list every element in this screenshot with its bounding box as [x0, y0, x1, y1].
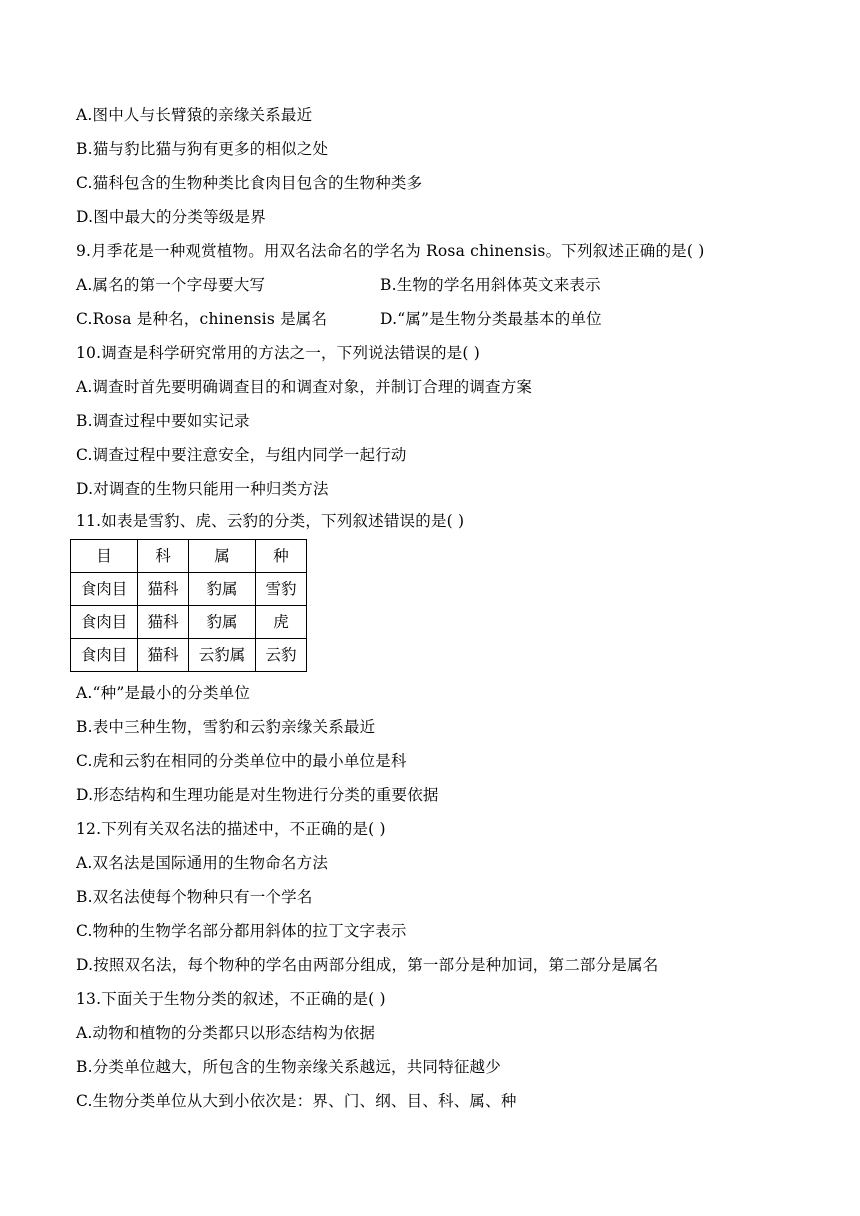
q9-option-d: D.“属”是生物分类最基本的单位 — [380, 310, 602, 328]
q8-option-d: D.图中最大的分类等级是界 — [76, 208, 266, 226]
table-row — [71, 639, 307, 672]
q12-option-a: A.双名法是国际通用的生物命名方法 — [76, 854, 329, 872]
table-cell: 豹属 — [189, 606, 256, 639]
q8-option-c: C.猫科包含的生物种类比食肉目包含的生物种类多 — [76, 174, 423, 192]
q12-option-c: C.物种的生物学名部分都用斜体的拉丁文字表示 — [76, 922, 407, 940]
table-cell: 食肉目 — [71, 639, 138, 672]
q10-option-a: A.调查时首先要明确调查目的和调查对象，并制订合理的调查方案 — [76, 378, 533, 396]
table-cell: 猫科 — [138, 573, 189, 606]
q11-option-d: D.形态结构和生理功能是对生物进行分类的重要依据 — [76, 786, 439, 804]
q13-stem: 13.下面关于生物分类的叙述，不正确的是( ) — [76, 990, 386, 1008]
table-cell: 云豹 — [256, 639, 307, 672]
table-cell: 虎 — [256, 606, 307, 639]
q10-option-c: C.调查过程中要注意安全，与组内同学一起行动 — [76, 446, 407, 464]
table-cell: 猫科 — [138, 639, 189, 672]
q8-option-a: A.图中人与长臂猿的亲缘关系最近 — [76, 106, 313, 124]
table-header-row — [71, 540, 307, 573]
q13-option-b: B.分类单位越大，所包含的生物亲缘关系越远，共同特征越少 — [76, 1058, 501, 1076]
q9-stem: 9.月季花是一种观赏植物。用双名法命名的学名为 Rosa chinensis。下列叙述正确的是( ) — [76, 242, 705, 260]
q11-option-c: C.虎和云豹在相同的分类单位中的最小单位是科 — [76, 752, 407, 770]
table-cell: 食肉目 — [71, 573, 138, 606]
q11-option-b: B.表中三种生物，雪豹和云豹亲缘关系最近 — [76, 718, 376, 736]
q12-stem: 12.下列有关双名法的描述中，不正确的是( ) — [76, 820, 386, 838]
q9-option-c: C.Rosa 是种名，chinensis 是属名 — [76, 310, 328, 328]
q10-option-b: B.调查过程中要如实记录 — [76, 412, 250, 430]
q12-option-b: B.双名法使每个物种只有一个学名 — [76, 888, 313, 906]
q13-option-c: C.生物分类单位从大到小依次是：界、门、纲、目、科、属、种 — [76, 1092, 517, 1110]
q10-stem: 10.调查是科学研究常用的方法之一，下列说法错误的是( ) — [76, 344, 480, 362]
q10-option-d: D.对调查的生物只能用一种归类方法 — [76, 480, 329, 498]
table-cell: 食肉目 — [71, 606, 138, 639]
q9-option-a: A.属名的第一个字母要大写 — [76, 276, 266, 294]
table-header-cell: 科 — [138, 540, 189, 573]
table-row — [71, 573, 307, 606]
table-cell: 云豹属 — [189, 639, 256, 672]
table-header-cell: 属 — [189, 540, 256, 573]
q13-option-a: A.动物和植物的分类都只以形态结构为依据 — [76, 1024, 376, 1042]
classification-table — [70, 539, 307, 672]
table-cell: 雪豹 — [256, 573, 307, 606]
table-cell: 豹属 — [189, 573, 256, 606]
q9-option-b: B.生物的学名用斜体英文来表示 — [380, 276, 601, 294]
table-row — [71, 606, 307, 639]
q8-option-b: B.猫与豹比猫与狗有更多的相似之处 — [76, 140, 329, 158]
q12-option-d: D.按照双名法，每个物种的学名由两部分组成，第一部分是种加词，第二部分是属名 — [76, 956, 659, 974]
table-header-cell: 目 — [71, 540, 138, 573]
table-cell: 猫科 — [138, 606, 189, 639]
q11-stem: 11.如表是雪豹、虎、云豹的分类，下列叙述错误的是( ) — [76, 512, 465, 530]
q11-option-a: A.“种”是最小的分类单位 — [76, 684, 251, 702]
table-header-cell: 种 — [256, 540, 307, 573]
